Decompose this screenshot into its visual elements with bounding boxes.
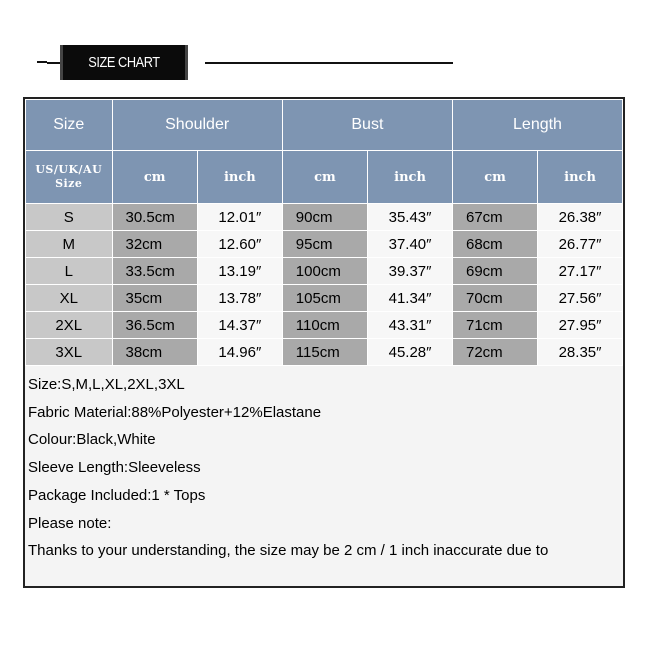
bust-inch-cell: 41.34″ — [368, 285, 453, 312]
size-cell: M — [26, 231, 113, 258]
shoulder-cm-cell: 32cm — [112, 231, 197, 258]
shoulder-inch-cell: 13.78″ — [197, 285, 282, 312]
bust-inch-cell: 37.40″ — [368, 231, 453, 258]
bust-cm-cell: 115cm — [282, 339, 367, 366]
length-cm-cell: 68cm — [452, 231, 537, 258]
size-chart-banner — [60, 45, 188, 80]
bust-cm-cell: 95cm — [282, 231, 367, 258]
table-row — [26, 204, 623, 231]
shoulder-inch-cell: 12.60″ — [197, 231, 282, 258]
shoulder-inch-cell: 13.19″ — [197, 258, 282, 285]
table-row — [26, 258, 623, 285]
size-region-label: US/UK/AU — [35, 163, 103, 176]
length-cm-cell: 71cm — [452, 312, 537, 339]
table-body — [26, 204, 623, 366]
unit-inch: inch — [538, 151, 623, 204]
length-cm-cell: 70cm — [452, 285, 537, 312]
bust-inch-cell: 45.28″ — [368, 339, 453, 366]
table-row — [26, 285, 623, 312]
table-row — [26, 339, 623, 366]
bust-cm-cell: 90cm — [282, 204, 367, 231]
header-row-top — [26, 100, 623, 151]
unit-cm: cm — [282, 151, 367, 204]
note-line: Fabric Material:88%Polyester+12%Elastane — [28, 403, 322, 421]
shoulder-cm-cell: 36.5cm — [112, 312, 197, 339]
shoulder-inch-cell: 14.37″ — [197, 312, 282, 339]
table-row — [26, 312, 623, 339]
shoulder-cm-cell: 30.5cm — [112, 204, 197, 231]
length-cm-cell: 72cm — [452, 339, 537, 366]
bust-cm-cell: 110cm — [282, 312, 367, 339]
header-bust: Bust — [282, 100, 452, 151]
shoulder-inch-cell: 14.96″ — [197, 339, 282, 366]
size-cell: 3XL — [26, 339, 113, 366]
size-chart-frame — [23, 97, 625, 588]
header-length: Length — [452, 100, 622, 151]
length-inch-cell: 27.17″ — [538, 258, 623, 285]
table-row — [26, 231, 623, 258]
shoulder-cm-cell: 38cm — [112, 339, 197, 366]
banner-title: SIZE CHART — [88, 54, 160, 71]
note-line: Package Included:1 * Tops — [28, 486, 206, 504]
length-inch-cell: 26.38″ — [538, 204, 623, 231]
size-cell: 2XL — [26, 312, 113, 339]
size-region-sublabel: Size — [55, 177, 83, 190]
size-cell: XL — [26, 285, 113, 312]
length-inch-cell: 27.56″ — [538, 285, 623, 312]
note-line: Please note: — [28, 514, 112, 532]
shoulder-cm-cell: 33.5cm — [112, 258, 197, 285]
length-cm-cell: 69cm — [452, 258, 537, 285]
size-table — [25, 99, 623, 366]
size-cell: L — [26, 258, 113, 285]
note-line: Colour:Black,White — [28, 431, 156, 449]
unit-cm: cm — [112, 151, 197, 204]
note-line: Size:S,M,L,XL,2XL,3XL — [28, 376, 185, 393]
bust-cm-cell: 100cm — [282, 258, 367, 285]
banner-line-left — [47, 62, 61, 64]
length-inch-cell: 26.77″ — [538, 231, 623, 258]
length-inch-cell: 27.95″ — [538, 312, 623, 339]
header-size-region — [26, 151, 113, 204]
unit-cm: cm — [452, 151, 537, 204]
header-row-units — [26, 151, 623, 204]
length-inch-cell: 28.35″ — [538, 339, 623, 366]
banner-line-right — [205, 62, 453, 64]
unit-inch: inch — [197, 151, 282, 204]
shoulder-inch-cell: 12.01″ — [197, 204, 282, 231]
product-notes — [28, 371, 548, 565]
unit-inch: inch — [368, 151, 453, 204]
banner-dash — [37, 61, 47, 63]
bust-cm-cell: 105cm — [282, 285, 367, 312]
bust-inch-cell: 35.43″ — [368, 204, 453, 231]
bust-inch-cell: 43.31″ — [368, 312, 453, 339]
header-size: Size — [26, 100, 113, 151]
note-line: Thanks to your understanding, the size may be 2 cm / 1 inch inaccurate due to — [28, 542, 549, 560]
bust-inch-cell: 39.37″ — [368, 258, 453, 285]
shoulder-cm-cell: 35cm — [112, 285, 197, 312]
header-shoulder: Shoulder — [112, 100, 282, 151]
note-line: Sleeve Length:Sleeveless — [28, 459, 201, 477]
size-cell: S — [26, 204, 113, 231]
length-cm-cell: 67cm — [452, 204, 537, 231]
